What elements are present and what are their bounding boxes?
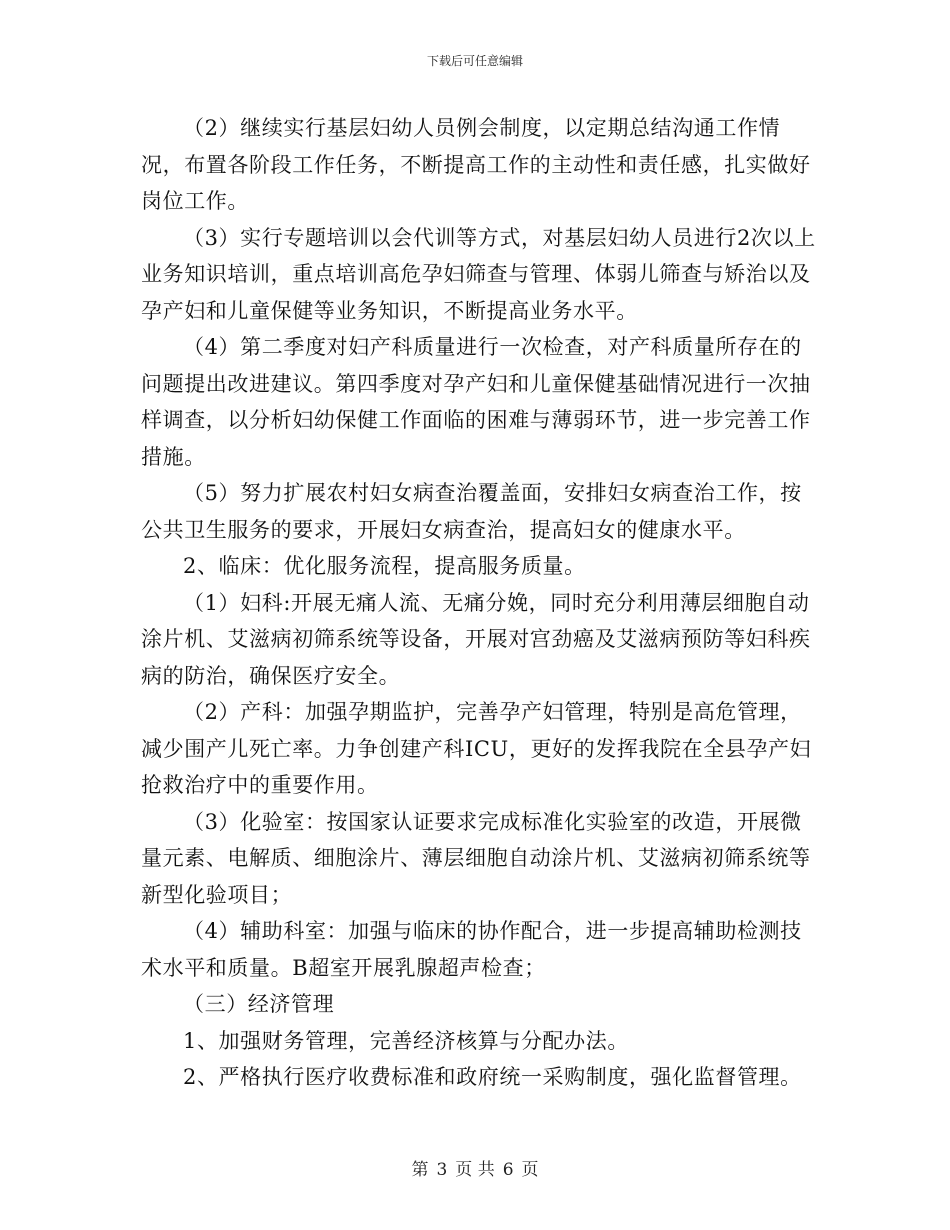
paragraph: （1）妇科:开展无痛人流、无痛分娩，同时充分利用薄层细胞自动涂片机、艾滋病初筛系统等设备，开展对宫劲癌及艾滋病预防等妇科疾病的防治，确保医疗安全。 (141, 590, 811, 688)
page-footer (0, 1155, 950, 1180)
page-number: 3 (436, 1160, 448, 1180)
footer-prefix: 第 (411, 1160, 429, 1180)
paragraph: 1、加强财务管理，完善经济核算与分配办法。 (183, 1028, 629, 1053)
section-heading: （三）经济管理 (183, 992, 335, 1016)
paragraph: （3）实行专题培训以会代训等方式，对基层妇幼人员进行2次以上业务知识培训，重点培训高危孕妇筛查与管理、体弱儿筛查与矫治以及孕产妇和儿童保健等业务知识，不断提高业务水平。 (141, 225, 816, 323)
paragraph: （3）化验室：按国家认证要求完成标准化实验室的改造，开展微量元素、电解质、细胞涂片、薄层细胞自动涂片机、艾滋病初筛系统等新型化验项目； (141, 809, 811, 907)
section-heading: 2、临床：优化服务流程，提高服务质量。 (183, 554, 586, 578)
footer-middle: 页 共 (455, 1160, 495, 1180)
document-body (141, 110, 821, 1096)
footer-suffix: 页 (521, 1160, 539, 1180)
paragraph: （5）努力扩展农村妇女病查治覆盖面，安排妇女病查治工作，按公共卫生服务的要求，开展妇女病查治，提高妇女的健康水平。 (141, 481, 802, 542)
page-total: 6 (502, 1160, 514, 1180)
paragraph: （4）辅助科室：加强与临床的协作配合，进一步提高辅助检测技术水平和质量。B超室开展乳腺超声检查； (141, 919, 802, 980)
paragraph: 2、严格执行医疗收费标准和政府统一采购制度，强化监督管理。 (183, 1065, 802, 1089)
paragraph: （4）第二季度对妇产科质量进行一次检查，对产科质量所存在的问题提出改进建议。第四季度对孕产妇和儿童保健基础情况进行一次抽样调查，以分析妇幼保健工作面临的困难与薄弱环节，进一步完善工作措施。 (141, 335, 811, 469)
paragraph: （2）继续实行基层妇幼人员例会制度，以定期总结沟通工作情况，布置各阶段工作任务，不断提高工作的主动性和责任感，扎实做好岗位工作。 (141, 116, 811, 213)
paragraph: （2）产科：加强孕期监护，完善孕产妇管理，特别是高危管理，减少围产儿死亡率。力争创建产科ICU，更好的发挥我院在全县孕产妇抢救治疗中的重要作用。 (141, 700, 812, 797)
page-header: 下载后可任意编辑 (426, 54, 523, 68)
